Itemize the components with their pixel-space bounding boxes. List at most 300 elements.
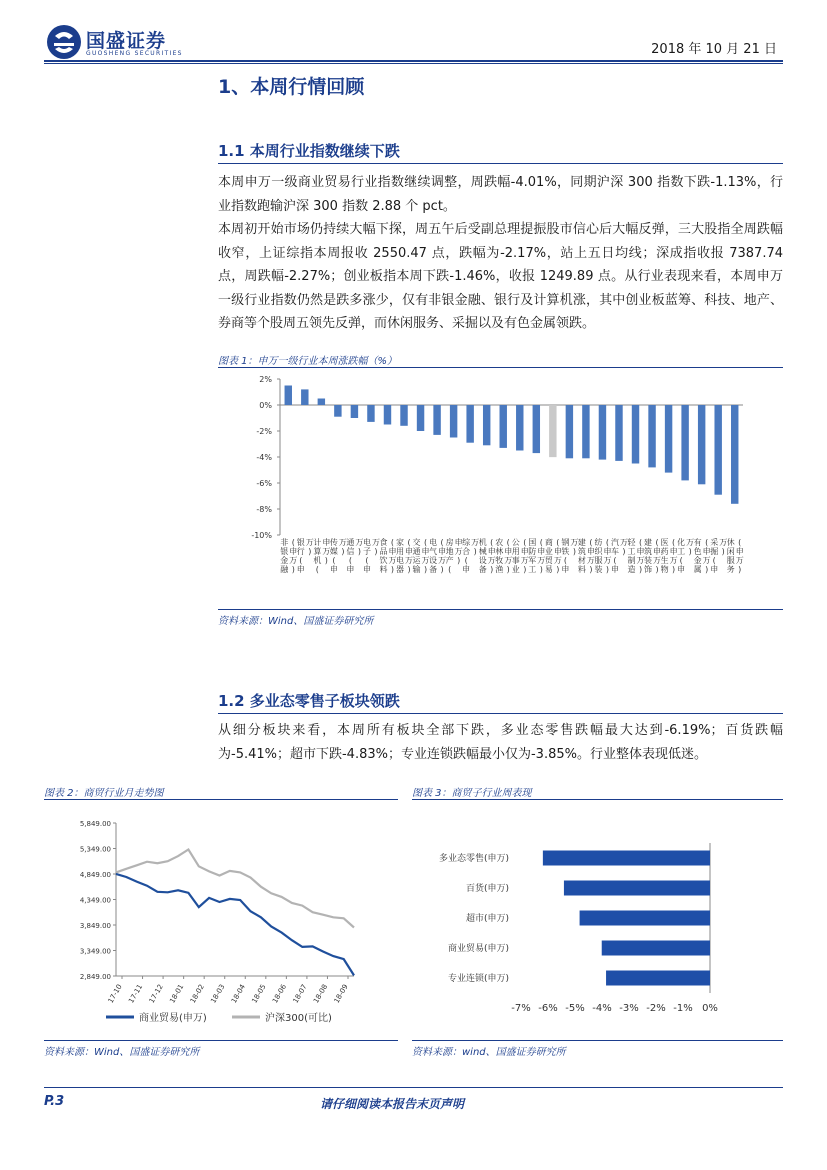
category-label-char: 万 — [586, 556, 595, 565]
category-label-char: 饰 — [644, 565, 653, 574]
category-label-char: 万 — [405, 556, 414, 565]
category-label-char: 万 — [438, 556, 447, 565]
category-label-char: 制 — [627, 556, 636, 565]
category-label-char: 万 — [322, 547, 331, 556]
category-label-char: ( — [365, 556, 369, 565]
bar — [334, 405, 341, 417]
category-label-char: ) — [324, 556, 328, 565]
category-label-char: 万 — [653, 556, 662, 565]
category-label-char: ) — [473, 547, 477, 556]
bar — [433, 405, 440, 435]
category-label-char: ) — [638, 565, 643, 574]
category-label-char: 商 — [544, 538, 553, 547]
y-tick-label: 2,849.00 — [79, 973, 111, 981]
category-label-char: 信 — [346, 547, 355, 556]
y-tick-label: -8% — [256, 505, 272, 514]
bar — [606, 971, 710, 986]
category-label-char: 万 — [570, 538, 579, 547]
category-label-char: 服 — [726, 556, 735, 565]
figure-2-source: 资料来源：Wind、国盛证券研究所 — [44, 1047, 200, 1058]
category-label-char: ( — [712, 556, 716, 565]
category-label-char: 料 — [577, 565, 586, 574]
bar — [500, 405, 507, 448]
category-label-char: 气 — [429, 547, 438, 556]
figure-1-title: 图表 1：申万一级行业本周涨跌幅（%） — [218, 356, 398, 367]
category-label-char: 食 — [379, 538, 388, 547]
category-label-char: ) — [423, 565, 428, 574]
category-label: 专业连锁(申万) — [447, 974, 509, 984]
category-label-char: ) — [705, 565, 709, 574]
category-label-char: ) — [390, 565, 395, 574]
category-label-char: 万 — [619, 538, 628, 547]
report-date: 2018 年 10 月 21 日 — [651, 42, 777, 57]
brand-name: 国盛证券 — [86, 30, 167, 52]
category-label-char: 万 — [289, 556, 298, 565]
category-label-char: 业 — [544, 547, 553, 556]
category-label-char: 金 — [280, 556, 289, 565]
category-label-char: 万 — [305, 538, 314, 547]
category-label-char: 通 — [346, 538, 355, 547]
y-tick-label: 2% — [259, 375, 272, 384]
figure-1-bottom-rule — [218, 609, 783, 610]
category-label-char: ) — [357, 547, 361, 556]
category-label-char: ) — [688, 547, 692, 556]
category-label-char: 万 — [371, 538, 380, 547]
x-tick-label: 18-01 — [168, 983, 186, 1005]
category-label-char: ( — [407, 538, 411, 547]
category-label-char: 综 — [462, 538, 471, 547]
category-label-char: 设 — [429, 556, 438, 565]
bar — [301, 389, 308, 405]
paragraph-weekly-index: 本周申万一级商业贸易行业指数继续调整，周跌幅-4.01%，同期沪深 300 指数下跌-1.13%，行业指数跑输沪深 300 指数 2.88 个 pct。 — [218, 175, 783, 214]
category-label-char: 万 — [537, 556, 546, 565]
category-label-char: 物 — [660, 565, 669, 574]
category-label-char: ) — [556, 565, 560, 574]
category-label-char: ( — [523, 538, 527, 547]
bar — [285, 386, 292, 406]
category-label-char: 工 — [627, 547, 636, 556]
x-tick-label: 0% — [702, 1003, 718, 1014]
category-label-char: 备 — [478, 565, 487, 574]
bar — [648, 405, 655, 467]
category-label-char: 申 — [346, 565, 355, 574]
subsection-title-2: 1.2 多业态零售子板块领跌 — [218, 692, 400, 710]
category-label-char: 申 — [487, 547, 496, 556]
category-label-char: 申 — [362, 565, 371, 574]
figure-3-rule — [412, 799, 783, 800]
x-tick-label: 18-07 — [291, 983, 309, 1005]
category-label-char: 万 — [355, 538, 364, 547]
category-label-char: 装 — [644, 556, 653, 565]
y-tick-label: -2% — [256, 427, 272, 436]
category-label-char: ) — [605, 565, 610, 574]
category-label: 百货(申万) — [465, 884, 509, 894]
category-label-char: ( — [506, 538, 510, 547]
bar — [698, 405, 705, 484]
category-label-char: 申 — [322, 538, 331, 547]
category-label-char: 万 — [504, 556, 513, 565]
category-label-char: ) — [622, 547, 626, 556]
figure-2-bottom-rule — [44, 1040, 398, 1041]
header-rule — [44, 60, 783, 62]
legend-label: 沪深300(可比) — [265, 1013, 332, 1024]
category-label-char: 申 — [586, 547, 595, 556]
figure-2-title: 图表 2：商贸行业月走势图 — [44, 788, 164, 799]
category-label-char: 造 — [627, 565, 636, 574]
figure-3-source: 资料来源：wind、国盛证券研究所 — [412, 1047, 566, 1058]
y-tick-label: 4,849.00 — [79, 871, 111, 879]
category-label-char: 电 — [362, 538, 371, 547]
bar — [564, 881, 710, 896]
bar — [599, 405, 606, 460]
category-label-char: 采 — [710, 538, 719, 547]
category-label: 多业态零售(申万) — [438, 854, 509, 864]
category-label-char: 服 — [594, 556, 603, 565]
category-label-char: 交 — [412, 538, 421, 547]
category-label-char: 车 — [610, 547, 619, 556]
category-label-char: ) — [291, 565, 295, 574]
category-label-char: 万 — [553, 556, 562, 565]
y-tick-label: -4% — [256, 453, 272, 462]
brand-subtitle: GUOSHENG SECURITIES — [86, 50, 183, 57]
category-label-char: 轻 — [627, 538, 636, 547]
category-label-char: ) — [407, 565, 411, 574]
paragraph-market-review: 本周初开始市场仍持续大幅下探，周五午后受副总理提振股市信心后大幅反弹，三大股指全周跌幅收窄，上证综指本周报收 2550.47 点，跌幅为-2.17%，站上五日均线；深成指收报 7387.74 点，周跌幅-2.27%；创业板指本周下跌-1.46%，收报 1249.89 点。从行业表现来看，本周申万一级行业指数仍然是跌多涨少，仅有非银金融、银行及计算机涨，其中创业板蓝筹、科技、地产、券商等个股周五领先反弹，而休闲服务、采掘以及有色金属领跌。 — [218, 222, 783, 331]
category-label-char: ( — [440, 538, 444, 547]
bar — [367, 405, 374, 422]
header-rule-thin — [44, 63, 783, 64]
category-label-char: 建 — [577, 538, 586, 547]
category-label-char: ) — [539, 565, 543, 574]
category-label-char: 银 — [296, 538, 305, 547]
category-label-char: 通 — [412, 547, 421, 556]
category-label-char: 万 — [471, 538, 480, 547]
category-label-char: ( — [738, 538, 742, 547]
category-label-char: ( — [613, 556, 617, 565]
category-label-char: 申 — [735, 547, 744, 556]
category-label-char: 非 — [280, 538, 289, 547]
category-label-char: ) — [572, 547, 576, 556]
category-label-char: 万 — [603, 556, 612, 565]
category-label-char: 万 — [669, 556, 678, 565]
category-label-char: 申 — [289, 547, 298, 556]
category-label-char: ( — [589, 538, 593, 547]
y-tick-label: 4,349.00 — [79, 896, 111, 905]
category-label-char: 媒 — [329, 547, 338, 556]
category-label-char: 申 — [537, 547, 546, 556]
category-label-char: 申 — [438, 547, 447, 556]
category-label-char: 申 — [329, 565, 338, 574]
x-tick-label: 18-03 — [209, 983, 227, 1005]
category-label-char: 万 — [421, 556, 430, 565]
category-label-char: 万 — [686, 538, 695, 547]
category-label-char: ) — [523, 565, 527, 574]
category-label-char: 计 — [313, 538, 322, 547]
category-label-char: ) — [308, 547, 312, 556]
footer-rule — [44, 1087, 783, 1088]
category-label-char: 家 — [396, 538, 405, 547]
category-label-char: 事 — [511, 556, 520, 565]
figure-3-title: 图表 3：商贸子行业周表现 — [412, 788, 532, 799]
y-tick-label: -10% — [251, 531, 272, 540]
bar — [483, 405, 490, 445]
trade-monthly-trend-chart — [44, 801, 398, 1039]
category-label-char: 林 — [495, 547, 504, 556]
footer-disclaimer: 请仔细阅读本报告末页声明 — [320, 1097, 465, 1111]
category-label-char: 万 — [487, 556, 496, 565]
y-tick-label: -6% — [256, 479, 272, 488]
category-label-char: 用 — [511, 547, 520, 556]
bar — [580, 911, 710, 926]
industry-weekly-change-chart — [218, 369, 783, 609]
category-label-char: 行 — [296, 547, 305, 556]
category-label-char: 休 — [726, 538, 735, 547]
x-tick-label: -4% — [592, 1003, 612, 1014]
category-label-char: 材 — [577, 556, 586, 565]
category-label-char: 申 — [636, 547, 645, 556]
category-label-char: 属 — [693, 565, 702, 574]
bar — [731, 405, 738, 504]
category-label-char: 万 — [338, 538, 347, 547]
category-label-char: ( — [332, 556, 336, 565]
x-tick-label: 18-08 — [312, 983, 330, 1005]
bar — [533, 405, 540, 453]
category-label-char: ( — [348, 556, 352, 565]
category-label-char: 申 — [603, 547, 612, 556]
category-label-char: 易 — [544, 565, 553, 574]
category-label-char: 传 — [329, 538, 338, 547]
company-logo-icon — [44, 22, 84, 62]
section-title: 1、本周行情回顾 — [218, 76, 365, 98]
x-tick-label: -7% — [511, 1003, 531, 1014]
category-label-char: 料 — [379, 565, 388, 574]
category-label-char: ) — [655, 565, 659, 574]
category-label-char: 化 — [677, 538, 686, 547]
category-label-char: 申 — [710, 565, 719, 574]
category-label-char: 万 — [454, 547, 463, 556]
category-label-char: 申 — [553, 547, 562, 556]
category-label-char: 药 — [660, 547, 669, 556]
bar — [566, 405, 573, 458]
category-label-char: 申 — [454, 538, 463, 547]
category-label-char: 渔 — [495, 565, 504, 574]
subsection-rule-1 — [218, 163, 783, 164]
category-label-char: 用 — [396, 547, 405, 556]
figure-3-bottom-rule — [412, 1040, 783, 1041]
category-label-char: 备 — [429, 565, 438, 574]
x-tick-label: 18-06 — [270, 983, 289, 1005]
y-tick-label: 0% — [259, 401, 272, 410]
category-label-char: ( — [679, 556, 683, 565]
category-label: 超市(申万) — [465, 914, 509, 924]
category-label-char: ( — [299, 556, 303, 565]
bar — [665, 405, 672, 473]
category-label-char: ( — [448, 565, 452, 574]
category-label-char: ) — [738, 565, 742, 574]
category-label-char: ( — [423, 538, 428, 547]
category-label-char: 产 — [445, 556, 454, 565]
category-label-char: 建 — [644, 538, 653, 547]
category-label-char: 申 — [388, 547, 397, 556]
category-label-char: 筑 — [577, 547, 586, 556]
category-label-char: 申 — [561, 565, 570, 574]
category-label-char: 器 — [396, 565, 405, 574]
category-label-char: ( — [315, 565, 319, 574]
x-tick-label: 17-10 — [106, 983, 124, 1005]
x-tick-label: -1% — [673, 1003, 693, 1014]
category-label-char: ( — [638, 538, 643, 547]
category-label-char: 申 — [462, 565, 471, 574]
category-label-char: 万 — [388, 556, 397, 565]
category-label-char: 万 — [735, 556, 744, 565]
bar — [450, 405, 457, 438]
category-label-char: 闲 — [726, 547, 735, 556]
category-label-char: 申 — [702, 547, 711, 556]
bar — [384, 405, 391, 425]
category-label-char: 织 — [594, 547, 603, 556]
category-label-char: 业 — [511, 565, 520, 574]
bar — [681, 405, 688, 480]
bar — [318, 399, 325, 406]
category-label-char: 万 — [702, 556, 711, 565]
category-label-char: 运 — [412, 556, 421, 565]
paragraph-subsector: 从细分板块来看，本周所有板块全部下跌，多业态零售跌幅最大达到-6.19%；百货跌幅为-5.41%；超市下跌-4.83%；专业连锁跌幅最小仅为-3.85%。行业整体表现低迷。 — [218, 723, 783, 762]
category-label-char: 申 — [405, 547, 414, 556]
category-label-char: 工 — [528, 565, 537, 574]
category-label-char: 装 — [594, 565, 603, 574]
category-label-char: 万 — [636, 556, 645, 565]
category-label-char: 贸 — [544, 556, 553, 565]
category-label-char: 工 — [677, 547, 686, 556]
x-tick-label: -2% — [646, 1003, 666, 1014]
category-label-char: 金 — [693, 556, 702, 565]
category-label-char: 牧 — [495, 556, 504, 565]
category-label-char: 万 — [520, 556, 529, 565]
subsector-weekly-chart — [412, 801, 783, 1039]
bar — [602, 941, 710, 956]
bar — [632, 405, 639, 464]
y-tick-label: 3,849.00 — [79, 922, 111, 930]
category-label-char: 铁 — [561, 547, 570, 556]
subsection-rule-2 — [218, 713, 783, 714]
x-tick-label: -6% — [538, 1003, 558, 1014]
category-label-char: 设 — [478, 556, 487, 565]
category-label-char: 有 — [693, 538, 702, 547]
category-label-char: 申 — [520, 547, 529, 556]
figure-2-rule — [44, 799, 398, 800]
category-label-char: 申 — [677, 565, 686, 574]
category-label-char: 电 — [429, 538, 438, 547]
category-label-char: ( — [655, 538, 659, 547]
bar — [549, 405, 556, 457]
figure-1-source: 资料来源：Wind、国盛证券研究所 — [218, 616, 374, 627]
category-label-char: 饮 — [379, 556, 388, 565]
bar — [417, 405, 424, 431]
bar — [400, 405, 407, 426]
category-label-char: 务 — [726, 565, 735, 574]
category-label-char: 色 — [693, 547, 702, 556]
category-label-char: ( — [390, 538, 395, 547]
y-tick-label: 5,349.00 — [79, 845, 111, 854]
category-label-char: ) — [341, 547, 345, 556]
category-label-char: ) — [672, 565, 676, 574]
category-label-char: ( — [563, 556, 567, 565]
category-label-char: 算 — [313, 547, 322, 556]
figure-1-rule — [218, 367, 783, 368]
category-label-char: 房 — [445, 538, 454, 547]
bar — [516, 405, 523, 451]
x-tick-label: -3% — [619, 1003, 639, 1014]
x-tick-label: 18-02 — [188, 983, 206, 1005]
category-label-char: 医 — [660, 538, 669, 547]
category-label-char: ( — [705, 538, 709, 547]
category-label-char: ( — [539, 538, 543, 547]
category-label-char: 合 — [462, 547, 471, 556]
category-label-char: ) — [374, 547, 378, 556]
bar — [466, 405, 473, 443]
category-label-char: 机 — [313, 556, 322, 565]
category-label-char: 申 — [296, 565, 305, 574]
page-number: P.3 — [44, 1094, 65, 1109]
category-label-char: 筑 — [644, 547, 653, 556]
x-tick-label: 18-09 — [332, 983, 350, 1005]
category-label-char: 子 — [362, 547, 371, 556]
category-label-char: ) — [457, 556, 461, 565]
category-label-char: 农 — [495, 538, 504, 547]
category-label: 商业贸易(申万) — [447, 944, 509, 954]
category-label-char: 申 — [610, 565, 619, 574]
category-label-char: 军 — [528, 556, 537, 565]
category-label-char: ( — [291, 538, 295, 547]
bar — [582, 405, 589, 458]
category-label-char: ) — [440, 565, 444, 574]
y-tick-label: 5,849.00 — [79, 820, 111, 828]
category-label-char: 电 — [396, 556, 405, 565]
category-label-char: 防 — [528, 547, 537, 556]
category-label-char: 械 — [478, 547, 487, 556]
category-label-char: 汽 — [610, 538, 619, 547]
category-label-char: ( — [464, 556, 468, 565]
category-label-char: 万 — [719, 538, 728, 547]
bar — [615, 405, 622, 461]
legend-label: 商业贸易(申万) — [139, 1013, 207, 1024]
x-tick-label: 18-04 — [229, 983, 248, 1005]
category-label-char: 掘 — [710, 547, 719, 556]
category-label-char: 申 — [669, 547, 678, 556]
category-label-char: 融 — [280, 565, 289, 574]
series-line-trade — [116, 874, 354, 976]
category-label-char: 银 — [280, 547, 289, 556]
x-tick-label: 18-05 — [250, 983, 268, 1005]
bar — [351, 405, 358, 418]
category-label-char: ) — [589, 565, 593, 574]
x-tick-label: 17-11 — [127, 983, 145, 1005]
bar — [543, 851, 710, 866]
category-label-char: 钢 — [561, 538, 570, 547]
y-tick-label: 3,349.00 — [79, 947, 111, 956]
category-label-char: ( — [605, 538, 610, 547]
category-label-char: 生 — [660, 556, 669, 565]
category-label-char: 申 — [421, 547, 430, 556]
category-label-char: ) — [490, 565, 494, 574]
category-label-char: 申 — [653, 547, 662, 556]
category-label-char: 输 — [412, 565, 421, 574]
category-label-char: 纺 — [594, 538, 603, 547]
category-label-char: 申 — [504, 547, 513, 556]
category-label-char: 国 — [528, 538, 537, 547]
subsection-title-1: 1.1 本周行业指数继续下跌 — [218, 142, 400, 160]
category-label-char: ( — [556, 538, 560, 547]
